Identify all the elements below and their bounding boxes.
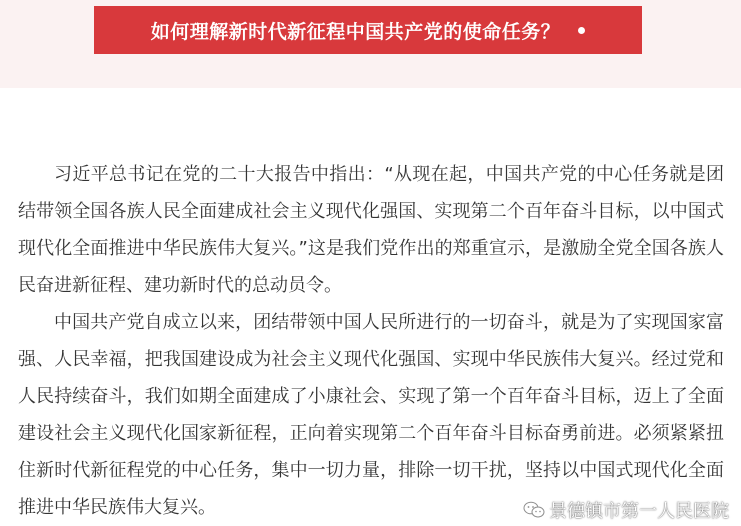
bullet-dot-icon (578, 27, 585, 34)
article-body (18, 156, 724, 526)
wechat-icon (523, 501, 545, 519)
article-paragraph: 中国共产党自成立以来，团结带领中国人民所进行的一切奋斗，就是为了实现国家富强、人民幸福，把我国建设成为社会主义现代化强国、实现中华民族伟大复兴。经过党和人民持续奋斗，我们如期全面建成了小康社会、实现了第一个百年奋斗目标，迈上了全面建设社会主义现代化国家新征程，正向着实现第二个百年奋斗目标奋勇前进。必须紧紧扭住新时代新征程党的中心任务，集中一切力量，排除一切干扰，坚持以中国式现代化全面推进中华民族伟大复兴。 (18, 312, 724, 518)
watermark-text: 景德镇市第一人民医院 (549, 501, 729, 522)
source-watermark (523, 497, 729, 523)
article-paragraph: 习近平总书记在党的二十大报告中指出：“从现在起，中国共产党的中心任务就是团结带领全国各族人民全面建成社会主义现代化强国、实现第二个百年奋斗目标，以中国式现代化全面推进中华民族伟大复兴。”这是我们党作出的郑重宣示，是激励全党全国各族人民奋进新征程、建功新时代的总动员令。 (18, 164, 724, 296)
title-banner (94, 6, 642, 54)
page-title: 如何理解新时代新征程中国共产党的使命任务？ (150, 20, 561, 43)
